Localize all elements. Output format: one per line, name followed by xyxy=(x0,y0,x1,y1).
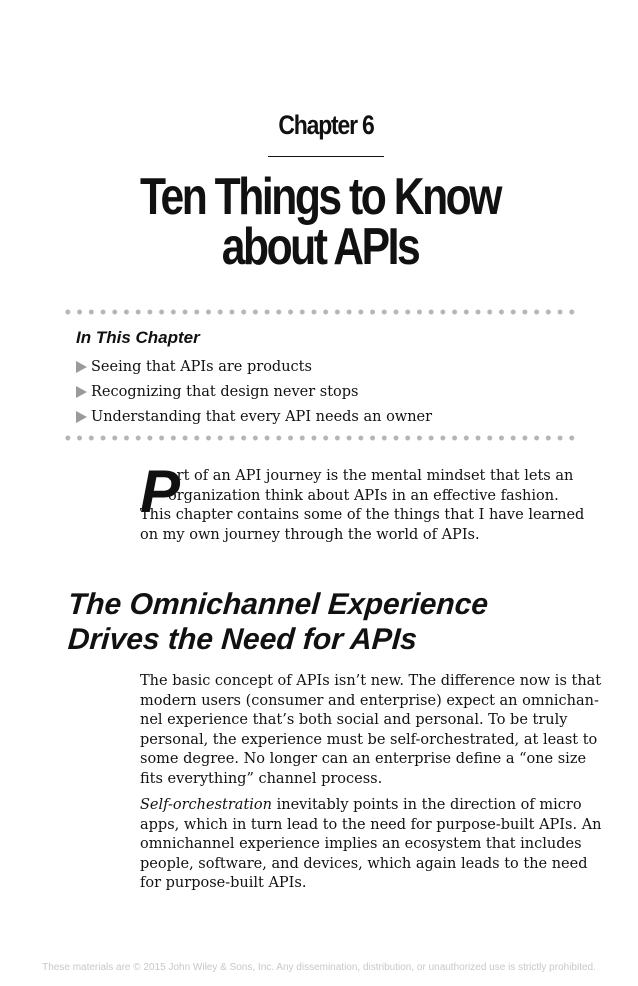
list-item xyxy=(76,379,432,404)
intro-line: organization think about APIs in an effective fashion. xyxy=(168,487,559,504)
in-this-chapter-list xyxy=(76,354,432,429)
in-this-chapter-heading: In This Chapter xyxy=(76,328,200,347)
section-heading-line: Drives the Need for APIs xyxy=(66,623,419,656)
copyright-footer: These materials are © 2015 John Wiley & Sons, Inc. Any dissemination, distribution, or unauthorized use is strictly prohibited. xyxy=(42,962,596,973)
triangle-bullet-icon xyxy=(76,386,87,398)
intro-paragraph xyxy=(140,458,585,545)
paragraph-line: modern users (consumer and enterprise) expect an omnichan- xyxy=(140,692,599,709)
paragraph-line: personal, the experience must be self-orchestrated, at least to xyxy=(140,731,598,748)
section-heading xyxy=(68,587,588,657)
section-heading-line: The Omnichannel Experience xyxy=(66,588,490,621)
paragraph-line xyxy=(140,796,585,816)
paragraph-line: omnichannel experience implies an ecosystem that includes xyxy=(140,836,582,852)
paragraph-line: people, software, and devices, which again leads to the need xyxy=(140,855,588,872)
chapter-title-line: about APIs xyxy=(221,218,419,276)
intro-line: This chapter contains some of the things that I have learned xyxy=(140,507,585,523)
intro-line: art of an API journey is the mental mindset that lets an xyxy=(168,468,574,484)
chapter-title xyxy=(107,168,533,276)
list-item xyxy=(76,354,432,379)
list-item-text: Understanding that every API needs an owner xyxy=(91,408,433,425)
body-paragraph-2 xyxy=(140,796,602,894)
list-item-text: Seeing that APIs are products xyxy=(91,358,312,375)
list-item-text: Recognizing that design never stops xyxy=(91,383,359,400)
paragraph-line: nel experience that’s both social and personal. To be truly xyxy=(140,712,568,728)
list-item xyxy=(76,404,432,429)
triangle-bullet-icon xyxy=(76,411,87,423)
paragraph-line: fits everything” channel process. xyxy=(140,770,383,787)
dotted-divider-top xyxy=(62,309,578,315)
chapter-label: Chapter 6 xyxy=(278,110,374,140)
paragraph-line: apps, which in turn lead to the need for purpose-built APIs. An xyxy=(140,816,602,833)
body-paragraph-1 xyxy=(140,672,602,789)
paragraph-line: some degree. No longer can an enterprise define a “one size xyxy=(140,751,587,767)
chapter-rule xyxy=(268,156,384,157)
paragraph-line: for purpose-built APIs. xyxy=(140,875,307,891)
chapter-title-line: Ten Things to Know xyxy=(140,168,500,226)
dotted-divider-bottom xyxy=(62,435,578,441)
intro-line: on my own journey through the world of APIs. xyxy=(140,526,480,543)
drop-cap: P xyxy=(140,458,181,525)
defined-term: Self-orchestration xyxy=(140,797,272,813)
triangle-bullet-icon xyxy=(76,361,87,373)
paragraph-line-rest: inevitably points in the direction of micro xyxy=(271,797,582,813)
paragraph-line: The basic concept of APIs isn’t new. The difference now is that xyxy=(140,673,602,689)
